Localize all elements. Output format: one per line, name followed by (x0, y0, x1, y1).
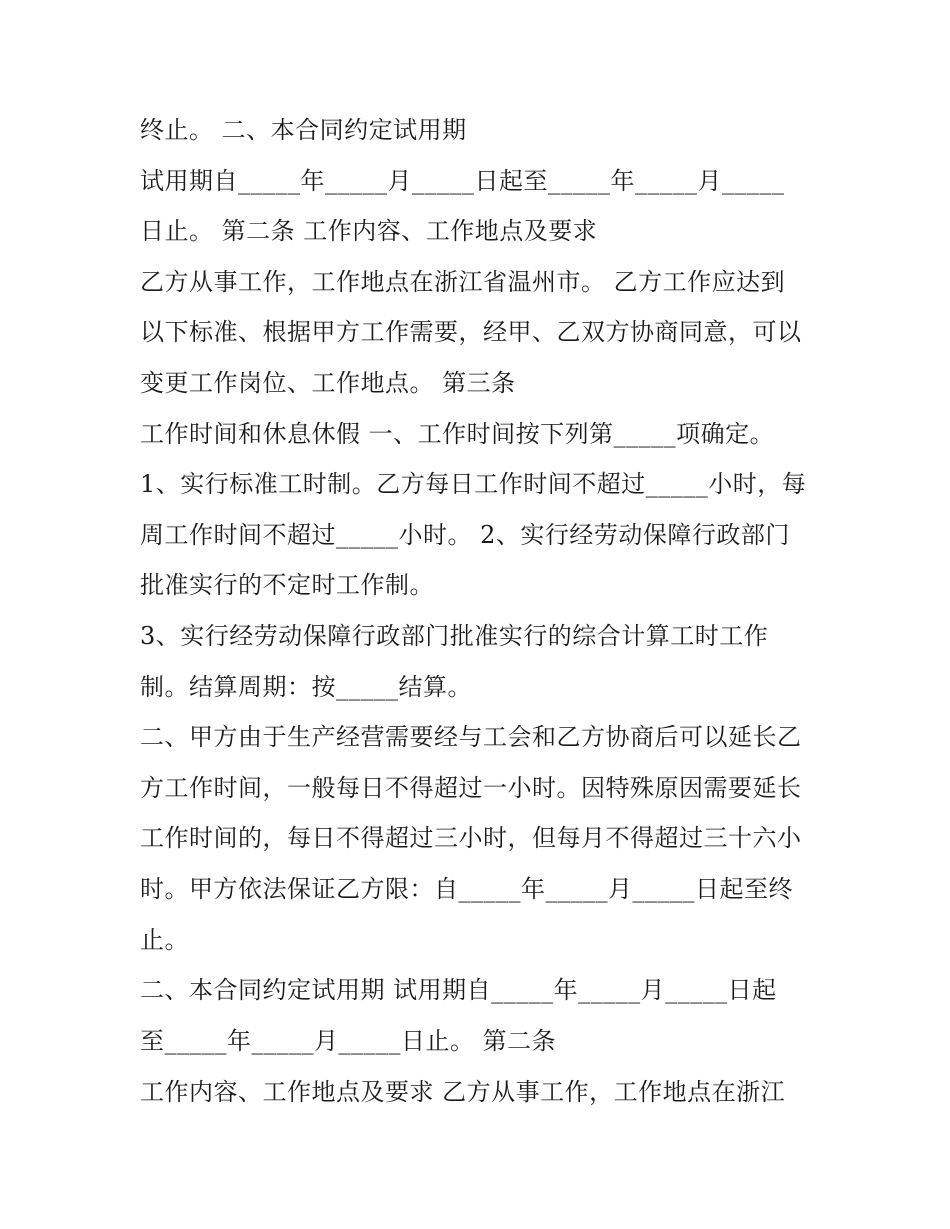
text-line: 止。 (140, 926, 189, 954)
text-line: 工作时间和休息休假 一、工作时间按下列第_____项确定。 (140, 420, 775, 448)
text-line: 时。甲方依法保证乙方限：自_____年_____月_____日起至终 (140, 875, 793, 903)
text-line: 变更工作岗位、工作地点。 第三条 (140, 369, 516, 397)
text-line: 工作内容、工作地点及要求 乙方从事工作，工作地点在浙江 (140, 1078, 786, 1106)
text-line: 批准实行的不定时工作制。 (140, 571, 434, 599)
text-line: 日止。 第二条 工作内容、工作地点及要求 (140, 217, 598, 245)
text-line: 1、实行标准工时制。乙方每日工作时间不超过_____小时，每 (140, 470, 807, 498)
text-line: 方工作时间，一般每日不得超过一小时。因特殊原因需要延长 (140, 774, 802, 802)
text-line: 3、实行经劳动保障行政部门批准实行的综合计算工时工作 (140, 622, 769, 650)
text-line: 终止。 二、本合同约定试用期 (140, 116, 467, 144)
text-line: 二、甲方由于生产经营需要经与工会和乙方协商后可以延长乙 (140, 723, 802, 751)
text-line: 乙方从事工作，工作地点在浙江省温州市。 乙方工作应达到 (140, 268, 786, 296)
text-line: 试用期自_____年_____月_____日起至_____年_____月_____ (140, 167, 785, 195)
text-line: 制。结算周期：按_____结算。 (140, 673, 472, 701)
text-line: 二、本合同约定试用期 试用期自_____年_____月_____日起 (140, 976, 777, 1004)
text-line: 周工作时间不超过_____小时。 2、实行经劳动保障行政部门 (140, 521, 790, 549)
text-line: 以下标准、根据甲方工作需要，经甲、乙双方协商同意，可以 (140, 318, 802, 346)
text-line: 至_____年_____月_____日止。 第二条 (140, 1027, 557, 1055)
text-line: 工作时间的，每日不得超过三小时，但每月不得超过三十六小 (140, 824, 802, 852)
